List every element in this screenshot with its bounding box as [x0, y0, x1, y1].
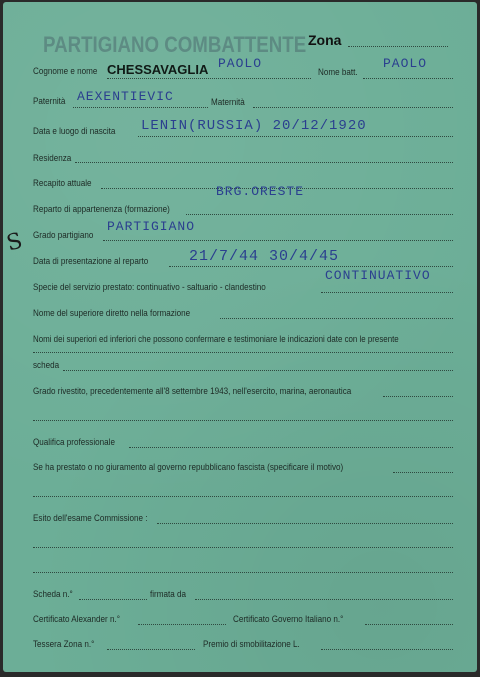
data-luogo-label: Data e luogo di nascita: [33, 126, 116, 136]
esito-line-3: [33, 572, 453, 573]
reparto-line: [186, 214, 453, 215]
cert-alexander-label: Certificato Alexander n.°: [33, 614, 120, 624]
paternita-line: [73, 107, 208, 108]
cert-alexander-line: [138, 624, 226, 625]
tessera-label: Tessera Zona n.°: [33, 639, 95, 649]
data-luogo-value: LENIN(RUSSIA) 20/12/1920: [141, 118, 367, 134]
esito-label: Esito dell'esame Commissione :: [33, 513, 148, 523]
paternita-label: Paternità: [33, 96, 66, 106]
specie-line: [321, 292, 453, 293]
zona-line: [348, 46, 448, 47]
cognome-label: Cognome e nome: [33, 66, 98, 76]
giuramento-label: Se ha prestato o no giuramento al governo repubblicano fascista (specificare il motivo): [33, 462, 344, 472]
data-pres-value: 21/7/44 30/4/45: [189, 248, 340, 265]
giuramento-line-1: [393, 472, 453, 473]
grado-riv-line-1: [383, 396, 453, 397]
data-pres-line: [169, 266, 453, 267]
esito-line-2: [33, 547, 453, 548]
reparto-label: Reparto di appartenenza (formazione): [33, 204, 170, 214]
residenza-line: [75, 162, 453, 163]
premio-line: [321, 649, 453, 650]
residenza-label: Residenza: [33, 153, 72, 163]
superiore-line: [220, 318, 453, 319]
premio-label: Premio di smobilitazione L.: [203, 639, 300, 649]
nome-batt-line: [363, 78, 453, 79]
cognome-handwritten: CHESSAVAGLIA: [107, 62, 209, 77]
grado-riv-line-2: [33, 420, 453, 421]
cert-governo-line: [365, 624, 453, 625]
firmata-line: [195, 599, 453, 600]
cognome-line: [107, 78, 311, 79]
nomi-line-1: [33, 352, 453, 353]
nome-batt-label: Nome batt.: [318, 67, 358, 77]
cert-governo-label: Certificato Governo Italiano n.°: [233, 614, 344, 624]
nomi-superiori-label: Nomi dei superiori ed inferiori che possono confermare e testimoniare le indicazioni date con le presente: [33, 334, 399, 344]
margin-mark: S: [4, 228, 26, 257]
scheda-n-line: [79, 599, 147, 600]
scheda-cont-label: scheda: [33, 360, 60, 370]
grado-line: [103, 240, 453, 241]
firmata-label: firmata da: [150, 589, 187, 599]
zona-label: Zona: [308, 32, 342, 48]
esito-line-1: [157, 523, 453, 524]
specie-label: Specie del servizio prestato: continuativo - saltuario - clandestino: [33, 282, 266, 292]
grado-value: PARTIGIANO: [107, 219, 196, 234]
maternita-label: Maternità: [211, 97, 245, 107]
maternita-line: [253, 107, 453, 108]
tessera-line: [107, 649, 195, 650]
paternita-value: AEXENTIEVIC: [77, 89, 174, 104]
scheda-n-label: Scheda n.°: [33, 589, 73, 599]
grado-riv-label: Grado rivestito, precedentemente all'8 settembre 1943, nell'esercito, marina, aeronautica: [33, 386, 352, 396]
partisan-record-card: [3, 2, 477, 672]
qualifica-label: Qualifica professionale: [33, 437, 115, 447]
data-pres-label: Data di presentazione al reparto: [33, 256, 149, 266]
reparto-value: BRG.ORESTE: [216, 184, 305, 199]
giuramento-line-2: [33, 496, 453, 497]
stamp-partigiano-combattente: PARTIGIANO COMBATTENTE: [43, 32, 307, 57]
cognome-typed: PAOLO: [218, 56, 263, 71]
grado-label: Grado partigiano: [33, 230, 94, 240]
superiore-label: Nome del superiore diretto nella formazione: [33, 308, 191, 318]
nome-batt-value: PAOLO: [383, 56, 428, 71]
data-luogo-line: [138, 136, 453, 137]
specie-value: CONTINUATIVO: [325, 268, 431, 283]
scheda-cont-line: [63, 370, 453, 371]
recapito-label: Recapito attuale: [33, 178, 92, 188]
qualifica-line: [129, 447, 453, 448]
